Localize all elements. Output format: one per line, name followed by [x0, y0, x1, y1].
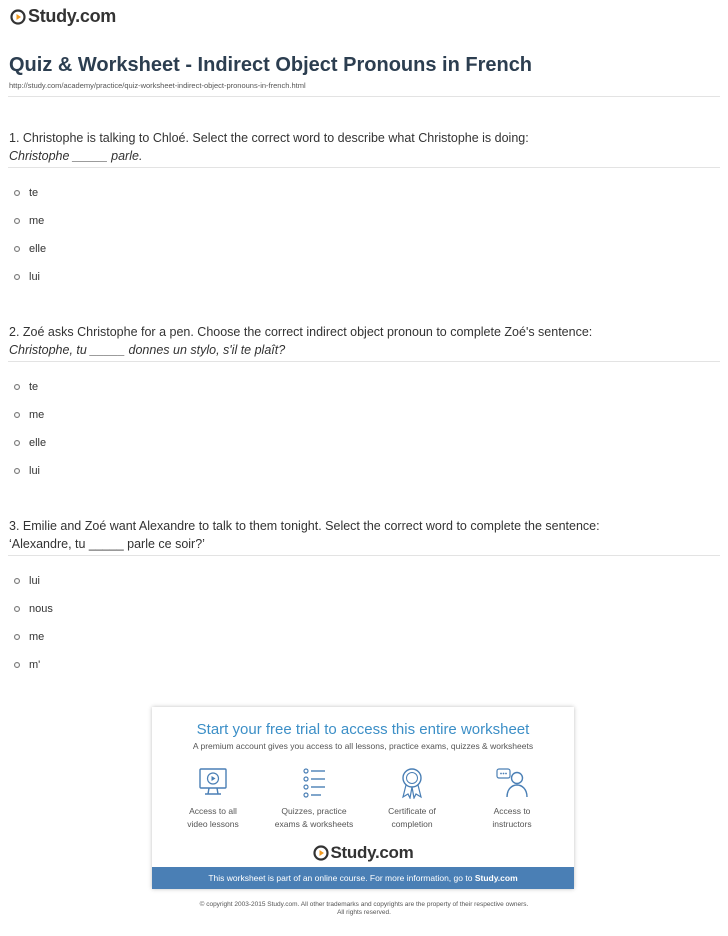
promo-title[interactable]: Start your free trial to access this entire worksheet [196, 721, 530, 738]
question-prompt: 2. Zoé asks Christophe for a pen. Choose the correct indirect object pronoun to complete Zoé's sentence: [9, 325, 593, 339]
logo-text: Study.com [330, 843, 414, 862]
question-prompt: 3. Emilie and Zoé want Alexandre to talk to them tonight. Select the correct word to complete the sentence: ‘Alexandre, tu _____ parle ce soir?’ [9, 519, 600, 551]
page-title: Quiz & Worksheet - Indirect Object Pronouns in French [9, 54, 533, 76]
question-3 [9, 517, 629, 553]
promo-study-logo[interactable] [152, 843, 574, 863]
answer-option[interactable] [14, 215, 44, 227]
option-label: lui [29, 271, 41, 283]
feature-label: Certificate of completion [388, 806, 436, 829]
feature-video-lessons [163, 767, 263, 831]
copyright-line: © copyright 2003-2015 Study.com. All other trademarks and copyrights are the property of their respective owners. [199, 901, 529, 908]
answer-option[interactable] [14, 381, 38, 393]
answer-option[interactable] [14, 243, 46, 255]
divider [8, 555, 720, 556]
option-label: lui [29, 575, 41, 587]
feature-label: Access to instructors [492, 806, 532, 829]
radio-button[interactable] [14, 634, 20, 640]
radio-button[interactable] [14, 274, 20, 280]
radio-button[interactable] [14, 218, 20, 224]
radio-button[interactable] [14, 190, 20, 196]
play-logo-icon [10, 9, 26, 25]
feature-label: Access to all video lessons [187, 806, 239, 829]
option-label: elle [29, 437, 47, 449]
option-label: lui [29, 465, 41, 477]
answer-option[interactable] [14, 271, 40, 283]
question-sentence: Christophe, tu _____ donnes un stylo, s'il te plaît? [9, 343, 286, 357]
divider [8, 96, 720, 97]
play-logo-icon [313, 845, 329, 861]
copyright-footer [0, 901, 728, 917]
feature-certificate [362, 767, 462, 831]
radio-button[interactable] [14, 440, 20, 446]
question-sentence: Christophe _____ parle. [9, 149, 143, 163]
option-label: me [29, 409, 45, 421]
radio-button[interactable] [14, 662, 20, 668]
page-url: http://study.com/academy/practice/quiz-worksheet-indirect-object-pronouns-in-french.html [9, 81, 306, 90]
question-1 [9, 129, 629, 165]
option-label: m' [29, 659, 41, 671]
option-label: me [29, 631, 45, 643]
quiz-list-icon [297, 767, 331, 799]
divider [8, 361, 720, 362]
radio-button[interactable] [14, 412, 20, 418]
feature-quizzes [264, 767, 364, 831]
answer-option[interactable] [14, 409, 44, 421]
radio-button[interactable] [14, 384, 20, 390]
promo-banner [152, 867, 574, 889]
answer-option[interactable] [14, 603, 53, 615]
answer-option[interactable] [14, 437, 46, 449]
radio-button[interactable] [14, 578, 20, 584]
certificate-icon [395, 767, 429, 799]
free-trial-promo[interactable] [152, 707, 574, 889]
instructor-icon [495, 767, 529, 799]
question-2 [9, 323, 629, 359]
video-lesson-icon [196, 767, 230, 799]
option-label: nous [29, 603, 53, 615]
answer-option[interactable] [14, 659, 40, 671]
radio-button[interactable] [14, 468, 20, 474]
radio-button[interactable] [14, 606, 20, 612]
option-label: elle [29, 243, 47, 255]
answer-option[interactable] [14, 187, 38, 199]
feature-label: Quizzes, practice exams & worksheets [274, 806, 354, 829]
answer-option[interactable] [14, 631, 44, 643]
radio-button[interactable] [14, 246, 20, 252]
answer-option[interactable] [14, 575, 40, 587]
study-link[interactable]: Study.com [474, 873, 518, 883]
answer-option[interactable] [14, 465, 40, 477]
option-label: te [29, 187, 39, 199]
logo-text: Study.com [28, 6, 116, 26]
promo-subtitle: A premium account gives you access to all lessons, practice exams, quizzes & worksheets [192, 741, 534, 751]
divider [8, 167, 720, 168]
study-logo[interactable] [10, 6, 116, 27]
option-label: me [29, 215, 45, 227]
option-label: te [29, 381, 39, 393]
rights-line: All rights reserved. [337, 909, 391, 916]
banner-text: This worksheet is part of an online course. For more information, go to [208, 873, 473, 883]
feature-instructors [462, 767, 562, 831]
question-prompt: 1. Christophe is talking to Chloé. Select the correct word to describe what Christophe is doing: [9, 131, 529, 145]
